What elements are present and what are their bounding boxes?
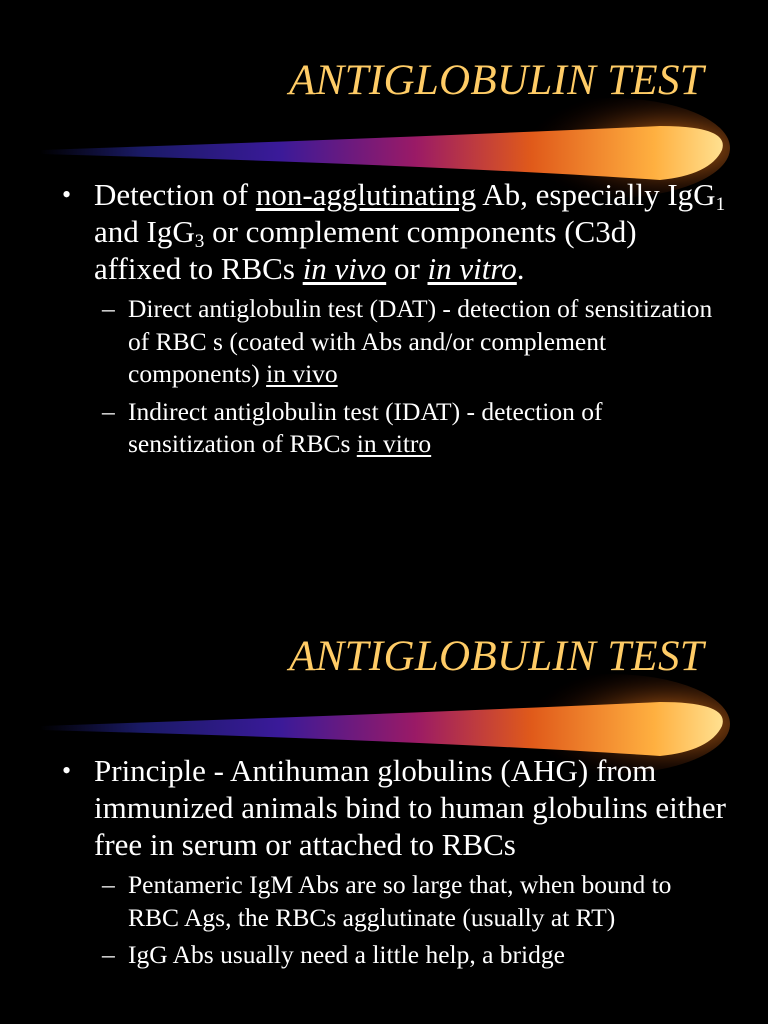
term-in-vitro: in vitro — [356, 429, 432, 458]
slide-title: ANTIGLOBULIN TEST — [289, 57, 704, 104]
sub-bullet-item — [0, 396, 768, 461]
slide-title: ANTIGLOBULIN TEST — [289, 633, 704, 680]
dash-marker: – — [102, 870, 115, 899]
bullet-text: Principle - Antihuman globulins (AHG) from immunized animals bind to human globulins either free in serum or attached to RBCs — [94, 753, 726, 862]
sub-bullet-item — [0, 293, 768, 391]
term-in-vivo: in vivo — [266, 359, 338, 388]
dash-marker: – — [102, 940, 115, 969]
sub-bullet-item — [0, 939, 768, 972]
bullet-text: or — [386, 251, 428, 286]
term-non-agglutinating: non-agglutinating — [255, 177, 477, 212]
bullet-text: . — [516, 251, 525, 286]
bullet-text: and IgG — [94, 214, 195, 249]
term-in-vivo: in vivo — [302, 251, 387, 286]
bullet-item — [0, 176, 768, 287]
subscript: 3 — [194, 231, 205, 252]
sub-bullet-text: Indirect antiglobulin test (IDAT) - detection of sensitization of RBCs — [128, 396, 603, 458]
bullet-dot: • — [62, 180, 72, 209]
slide-2 — [0, 576, 768, 1024]
bullet-item — [0, 752, 768, 863]
bullet-text: Ab, especially IgG — [476, 177, 716, 212]
dash-marker: – — [102, 294, 115, 323]
subscript: 1 — [715, 194, 726, 215]
sub-bullet-item — [0, 869, 768, 934]
sub-bullet-text: IgG Abs usually need a little help, a bridge — [128, 940, 565, 969]
bullet-list — [0, 176, 768, 461]
term-in-vitro: in vitro — [427, 251, 517, 286]
bullet-text: or complement components (C3d) affixed to RBCs — [94, 214, 637, 286]
bullet-list — [0, 752, 768, 972]
dash-marker: – — [102, 396, 115, 426]
bullet-dot: • — [62, 756, 72, 785]
bullet-text: Detection of — [94, 177, 256, 212]
sub-bullet-text: Pentameric IgM Abs are so large that, when bound to RBC Ags, the RBCs agglutinate (usually at RT) — [128, 870, 672, 932]
sub-bullet-text: Direct antiglobulin test (DAT) - detection of sensitization of RBC s (coated with Abs and/or complement components) — [128, 294, 713, 388]
